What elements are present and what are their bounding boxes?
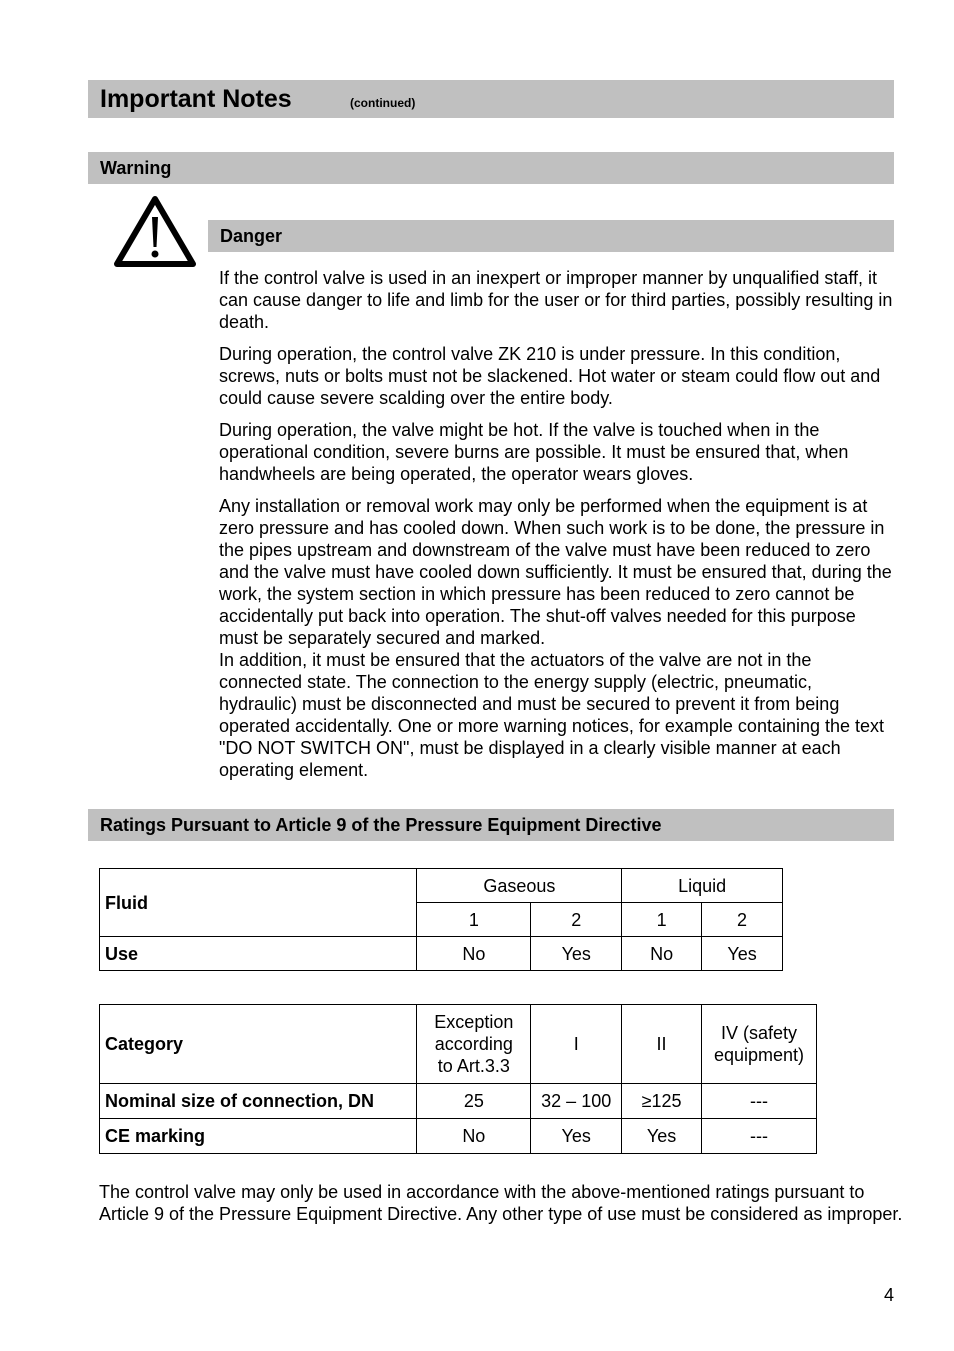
table-row (100, 1084, 817, 1119)
category-i-header: I (531, 1005, 622, 1084)
page-number: 4 (884, 1285, 895, 1305)
category-label: Category (100, 1005, 417, 1084)
category-iv-header: IV (safety equipment) (701, 1005, 816, 1084)
use-cell: Yes (702, 937, 783, 971)
table-row (100, 937, 783, 971)
danger-paragraph: Any installation or removal work may only be performed when the equipment is at zero pressure and has cooled down. When such work is to be done, the pressure in the pipes upstream and downstream of the valve must have been reduced to zero and the valve must have cooled down sufficiently. It must be ensured that, during the work, the system section in which pressure has been reduced to zero cannot be accidentally put back into operation. The shut-off valves needed for this purpose must be separately secured and marked. (219, 496, 892, 648)
table-row (100, 869, 783, 903)
use-cell: Yes (531, 937, 622, 971)
warning-heading: Warning (100, 158, 172, 178)
warning-triangle-icon (113, 195, 197, 269)
use-cell: No (622, 937, 702, 971)
dn-label: Nominal size of connection, DN (100, 1084, 417, 1119)
danger-bar (208, 220, 894, 252)
danger-paragraph: During operation, the valve might be hot. If the valve is touched when in the operational condition, severe burns are possible. It must be ensured that, when handwheels are being operated, the operator wears gloves. (219, 420, 849, 484)
dn-cell: 32 – 100 (531, 1084, 622, 1119)
group-cell: 2 (702, 903, 783, 937)
ratings-section-bar (88, 809, 894, 841)
use-cell: No (417, 937, 531, 971)
danger-paragraph: In addition, it must be ensured that the actuators of the valve are not in the connected state. The connection to the energy supply (electric, pneumatic, hydraulic) must be disconnected and must be secured to prevent it from being operated accidentally. One or more warning notices, for example containing the text "DO NOT SWITCH ON", must be displayed in a clearly visible manner at each operating element. (219, 650, 885, 780)
danger-paragraph: During operation, the control valve ZK 210 is under pressure. In this condition, screws, nuts or bolts must not be slackened. Hot water or steam could flow out and could cause severe scalding over the entire body. (219, 344, 881, 408)
ce-cell: Yes (622, 1119, 702, 1154)
use-label: Use (100, 937, 417, 971)
warning-section-bar (88, 152, 894, 184)
page-subtitle: (continued) (350, 96, 416, 110)
ce-label: CE marking (100, 1119, 417, 1154)
ratings-heading: Ratings Pursuant to Article 9 of the Pressure Equipment Directive (100, 815, 662, 835)
liquid-header: Liquid (622, 869, 783, 903)
fluid-table (99, 868, 783, 971)
category-ii-header: II (622, 1005, 702, 1084)
dn-cell: ≥125 (622, 1084, 702, 1119)
ce-cell: --- (701, 1119, 816, 1154)
table-row (100, 1119, 817, 1154)
exception-header: Exception according to Art.3.3 (417, 1005, 531, 1084)
dn-cell: --- (701, 1084, 816, 1119)
danger-text (219, 267, 895, 781)
danger-paragraph: If the control valve is used in an inexpert or improper manner by unqualified staff, it can cause danger to life and limb for the user or for third parties, possibly resulting in death. (219, 268, 893, 332)
group-cell: 2 (531, 903, 622, 937)
page-title-bar (88, 80, 894, 118)
group-cell: 1 (417, 903, 531, 937)
page-title: Important Notes (100, 85, 292, 113)
ce-cell: Yes (531, 1119, 622, 1154)
dn-cell: 25 (417, 1084, 531, 1119)
ce-cell: No (417, 1119, 531, 1154)
group-cell: 1 (622, 903, 702, 937)
ratings-footer-text: The control valve may only be used in accordance with the above-mentioned ratings pursuant to Article 9 of the Pressure Equipment Directive. Any other type of use must be considered as improper. (99, 1182, 903, 1224)
category-table (99, 1004, 817, 1154)
fluid-label: Fluid (100, 869, 417, 937)
table-row (100, 1005, 817, 1084)
danger-heading: Danger (220, 226, 283, 246)
gaseous-header: Gaseous (417, 869, 622, 903)
